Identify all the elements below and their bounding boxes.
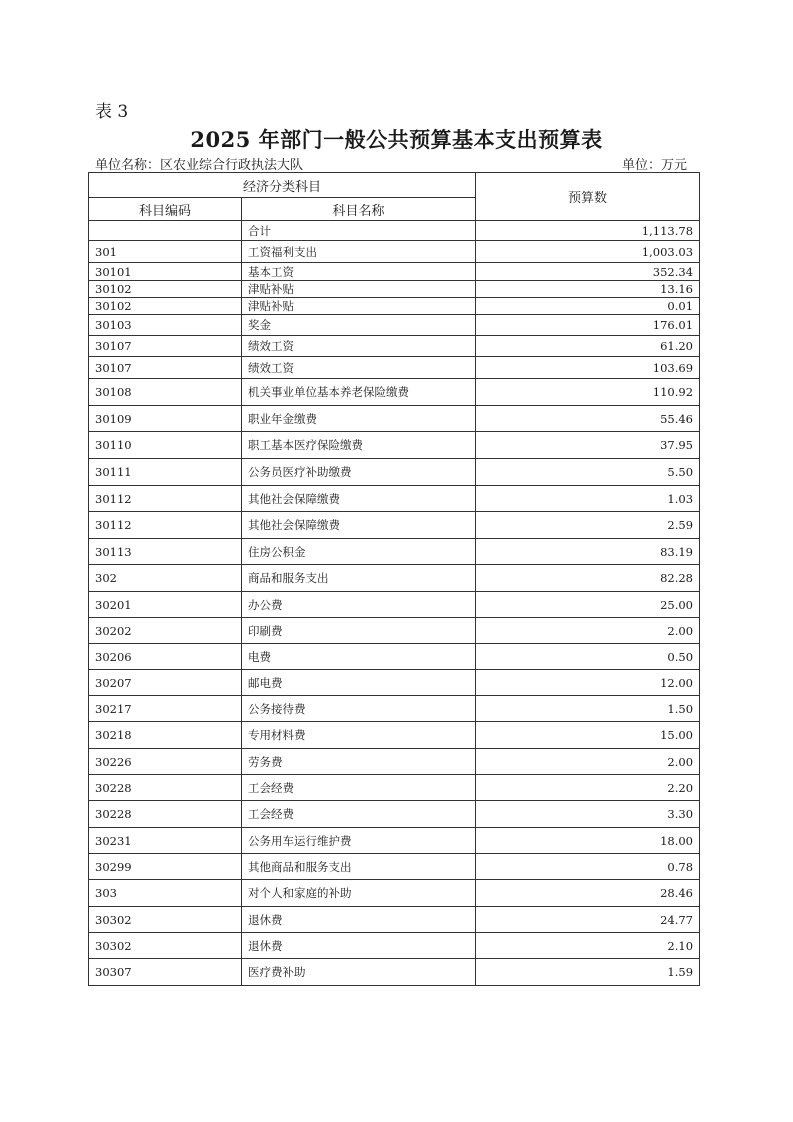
subject-code-header: 科目编码: [89, 198, 242, 221]
budget-amount-cell: 0.50: [476, 644, 700, 670]
table-row: [89, 801, 700, 828]
budget-table: [88, 172, 700, 986]
subject-name-cell: 退休费: [242, 933, 476, 959]
table-row: [89, 512, 700, 539]
table-row: [89, 618, 700, 644]
subject-code-cell: 30201: [89, 592, 242, 618]
subject-name-cell: 公务用车运行维护费: [242, 828, 476, 854]
budget-amount-cell: 103.69: [476, 357, 700, 379]
page-title: 2025 年部门一般公共预算基本支出预算表: [190, 127, 603, 152]
subject-code-cell: 30302: [89, 933, 242, 959]
budget-amount-cell: 18.00: [476, 828, 700, 854]
table-row: [89, 263, 700, 281]
table-row: [89, 406, 700, 432]
budget-amount-header: 预算数: [476, 173, 700, 221]
subject-code-cell: 30207: [89, 670, 242, 696]
subject-code-cell: 30103: [89, 315, 242, 336]
subject-name-cell: 机关事业单位基本养老保险缴费: [242, 379, 476, 406]
table-row: [89, 336, 700, 357]
table-row: [89, 298, 700, 315]
table-row: [89, 670, 700, 696]
subject-name-cell: 公务员医疗补助缴费: [242, 459, 476, 486]
subject-code-cell: 302: [89, 565, 242, 592]
table-row: [89, 459, 700, 486]
subject-code-cell: 30228: [89, 801, 242, 828]
subject-code-cell: 30217: [89, 696, 242, 722]
budget-amount-cell: 2.00: [476, 749, 700, 775]
table-body: [89, 221, 700, 986]
table-row: [89, 933, 700, 959]
subject-code-cell: 30102: [89, 298, 242, 315]
subject-name-cell: 合计: [242, 221, 476, 241]
subject-code-cell: 30302: [89, 907, 242, 933]
subject-code-cell: 30101: [89, 263, 242, 281]
budget-amount-cell: 25.00: [476, 592, 700, 618]
table-row: [89, 828, 700, 854]
budget-amount-cell: 0.78: [476, 854, 700, 880]
budget-amount-cell: 5.50: [476, 459, 700, 486]
subject-code-cell: 30107: [89, 357, 242, 379]
budget-amount-cell: 3.30: [476, 801, 700, 828]
table-row: [89, 854, 700, 880]
budget-amount-cell: 176.01: [476, 315, 700, 336]
subject-name-cell: 公务接待费: [242, 696, 476, 722]
budget-amount-cell: 1.50: [476, 696, 700, 722]
table-row: [89, 315, 700, 336]
subject-name-cell: 电费: [242, 644, 476, 670]
subject-name-cell: 职工基本医疗保险缴费: [242, 432, 476, 459]
budget-amount-cell: 110.92: [476, 379, 700, 406]
subject-code-cell: 30218: [89, 722, 242, 749]
subject-name-cell: 印刷费: [242, 618, 476, 644]
subject-name-cell: 职业年金缴费: [242, 406, 476, 432]
table-row: [89, 880, 700, 907]
table-row: [89, 565, 700, 592]
economic-classification-header: 经济分类科目: [89, 173, 476, 198]
subject-name-cell: 工会经费: [242, 801, 476, 828]
subject-name-cell: 绩效工资: [242, 336, 476, 357]
table-row: [89, 749, 700, 775]
table-row: [89, 644, 700, 670]
table-row: [89, 907, 700, 933]
subject-code-cell: 30107: [89, 336, 242, 357]
subject-name-cell: 专用材料费: [242, 722, 476, 749]
table-row: [89, 432, 700, 459]
table-row: [89, 357, 700, 379]
subject-code-cell: 30112: [89, 486, 242, 512]
subject-name-cell: 住房公积金: [242, 539, 476, 565]
budget-amount-cell: 37.95: [476, 432, 700, 459]
subject-name-cell: 退休费: [242, 907, 476, 933]
table-row: [89, 959, 700, 986]
subject-name-cell: 其他社会保障缴费: [242, 512, 476, 539]
subject-code-cell: [89, 221, 242, 241]
table-row: [89, 281, 700, 298]
subject-code-cell: 30110: [89, 432, 242, 459]
table-row: [89, 775, 700, 801]
budget-amount-cell: 12.00: [476, 670, 700, 696]
subject-name-cell: 津贴补贴: [242, 281, 476, 298]
table-row: [89, 696, 700, 722]
subject-code-cell: 30112: [89, 512, 242, 539]
subject-name-header: 科目名称: [242, 198, 476, 221]
budget-amount-cell: 1.03: [476, 486, 700, 512]
budget-amount-cell: 1,003.03: [476, 241, 700, 263]
budget-amount-cell: 2.59: [476, 512, 700, 539]
table-row: [89, 539, 700, 565]
subject-code-cell: 303: [89, 880, 242, 907]
budget-amount-cell: 55.46: [476, 406, 700, 432]
table-row: [89, 241, 700, 263]
budget-amount-cell: 83.19: [476, 539, 700, 565]
subject-name-cell: 办公费: [242, 592, 476, 618]
budget-amount-cell: 28.46: [476, 880, 700, 907]
unit-name-label: 单位名称：区农业综合行政执法大队: [95, 158, 304, 173]
subject-name-cell: 对个人和家庭的补助: [242, 880, 476, 907]
table-row: [89, 592, 700, 618]
subject-code-cell: 30109: [89, 406, 242, 432]
subject-name-cell: 医疗费补助: [242, 959, 476, 986]
budget-amount-cell: 24.77: [476, 907, 700, 933]
budget-amount-cell: 2.00: [476, 618, 700, 644]
budget-amount-cell: 2.10: [476, 933, 700, 959]
currency-unit-label: 单位：万元: [622, 158, 688, 173]
table-row: [89, 486, 700, 512]
budget-amount-cell: 82.28: [476, 565, 700, 592]
subject-name-cell: 商品和服务支出: [242, 565, 476, 592]
subject-name-cell: 绩效工资: [242, 357, 476, 379]
subject-name-cell: 基本工资: [242, 263, 476, 281]
subject-code-cell: 301: [89, 241, 242, 263]
subject-code-cell: 30113: [89, 539, 242, 565]
budget-amount-cell: 0.01: [476, 298, 700, 315]
subject-code-cell: 30226: [89, 749, 242, 775]
subject-code-cell: 30206: [89, 644, 242, 670]
subject-code-cell: 30111: [89, 459, 242, 486]
subject-code-cell: 30307: [89, 959, 242, 986]
subject-code-cell: 30202: [89, 618, 242, 644]
subject-code-cell: 30231: [89, 828, 242, 854]
subject-name-cell: 其他商品和服务支出: [242, 854, 476, 880]
budget-amount-cell: 1,113.78: [476, 221, 700, 241]
subject-code-cell: 30108: [89, 379, 242, 406]
table-number-label: 表 3: [95, 102, 129, 122]
subject-name-cell: 邮电费: [242, 670, 476, 696]
table-row: [89, 379, 700, 406]
subject-code-cell: 30228: [89, 775, 242, 801]
subject-code-cell: 30299: [89, 854, 242, 880]
budget-amount-cell: 2.20: [476, 775, 700, 801]
budget-amount-cell: 1.59: [476, 959, 700, 986]
budget-amount-cell: 61.20: [476, 336, 700, 357]
subject-name-cell: 津贴补贴: [242, 298, 476, 315]
table-row: [89, 221, 700, 241]
budget-amount-cell: 352.34: [476, 263, 700, 281]
table-row: [89, 722, 700, 749]
subject-name-cell: 工资福利支出: [242, 241, 476, 263]
budget-amount-cell: 13.16: [476, 281, 700, 298]
budget-amount-cell: 15.00: [476, 722, 700, 749]
subject-name-cell: 其他社会保障缴费: [242, 486, 476, 512]
subject-code-cell: 30102: [89, 281, 242, 298]
subject-name-cell: 劳务费: [242, 749, 476, 775]
subject-name-cell: 奖金: [242, 315, 476, 336]
subject-name-cell: 工会经费: [242, 775, 476, 801]
